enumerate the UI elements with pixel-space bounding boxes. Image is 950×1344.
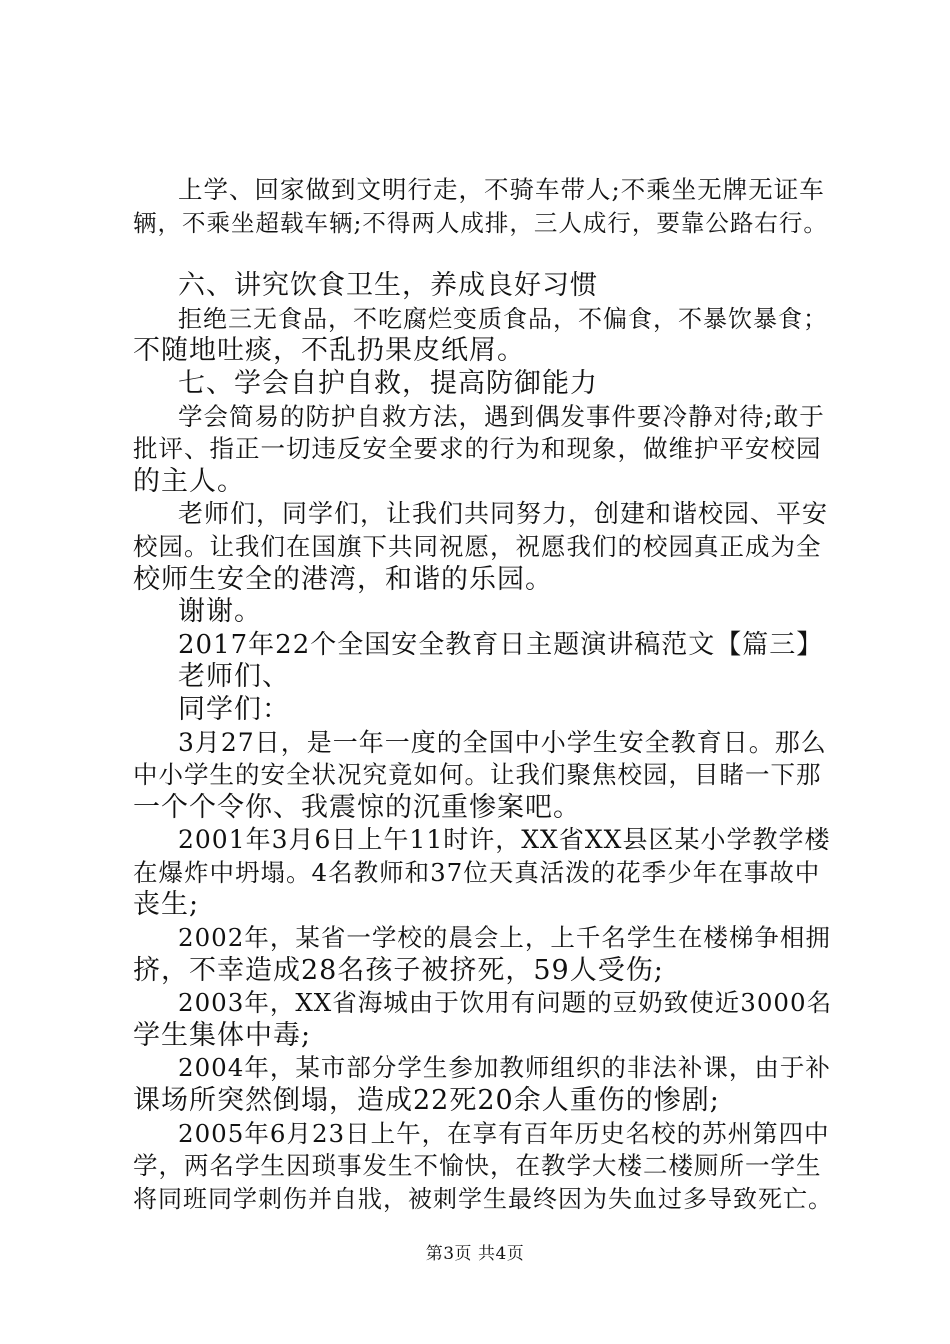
paragraph-line: 批评、指正一切违反安全要求的行为和现象，做维护平安校园 xyxy=(133,434,822,464)
paragraph-line: 老师们，同学们，让我们共同努力，创建和谐校园、平安 xyxy=(178,499,829,529)
salutation-line: 同学们： xyxy=(178,693,290,725)
paragraph-line: 在爆炸中坍塌。4名教师和37位天真活泼的花季少年在事故中 xyxy=(133,857,821,887)
salutation-line: 老师们、 xyxy=(178,661,290,693)
paragraph-line: 2005年6月23日上午，在享有百年历史名校的苏州第四中 xyxy=(178,1118,830,1148)
paragraph-line: 2001年3月6日上午11时许，XX省XX县区某小学教学楼 xyxy=(178,825,831,855)
section-heading: 六、讲究饮食卫生，养成良好习惯 xyxy=(178,270,598,302)
paragraph-line: 2003年，XX省海城由于饮用有问题的豆奶致使近3000名 xyxy=(178,988,833,1018)
paragraph-line: 学生集体中毒; xyxy=(133,1019,312,1051)
section-heading: 七、学会自护自救，提高防御能力 xyxy=(178,367,598,399)
paragraph-line: 学，两名学生因琐事发生不愉快，在教学大楼二楼厕所一学生 xyxy=(133,1151,822,1181)
paragraph-line: 拒绝三无食品，不吃腐烂变质食品，不偏食，不暴饮暴食； xyxy=(178,304,828,333)
paragraph-line: 校师生安全的港湾，和谐的乐园。 xyxy=(133,563,553,595)
paragraph-gap xyxy=(133,239,833,270)
paragraph-line: 学会简易的防护自救方法，遇到偶发事件要冷静对待;敢于 xyxy=(178,401,825,431)
paragraph-line: 中小学生的安全状况究竟如何。让我们聚焦校园，目睹一下那 xyxy=(133,760,822,790)
paragraph-line: 课场所突然倒塌，造成22死20余人重伤的惨剧; xyxy=(133,1085,720,1117)
paragraph-line: 辆，不乘坐超载车辆;不得两人成排，三人成行，要靠公路右行。 xyxy=(133,208,828,237)
article-title: 2017年22个全国安全教育日主题演讲稿范文【篇三】 xyxy=(178,629,824,660)
paragraph-line: 丧生; xyxy=(133,889,200,921)
paragraph-line: 谢谢。 xyxy=(178,596,262,628)
paragraph-line: 将同班同学刺伤并自戕，被刺学生最终因为失血过多导致死亡。 xyxy=(133,1184,833,1213)
paragraph-line: 挤，不幸造成28名孩子被挤死，59人受伤; xyxy=(133,954,664,986)
paragraph-line: 上学、回家做到文明行走，不骑车带人;不乘坐无牌无证车 xyxy=(178,175,825,204)
paragraph-line: 一个个令你、我震惊的沉重惨案吧。 xyxy=(133,791,581,823)
page-number-indicator: 第3页 共4页 xyxy=(425,1244,525,1264)
paragraph-line: 2004年，某市部分学生参加教师组织的非法补课，由于补 xyxy=(178,1053,831,1083)
paragraph-line: 3月27日，是一年一度的全国中小学生安全教育日。那么 xyxy=(178,727,827,757)
paragraph-line: 2002年，某省一学校的晨会上，上千名学生在楼梯争相拥 xyxy=(178,923,831,953)
paragraph-line: 校园。让我们在国旗下共同祝愿，祝愿我们的校园真正成为全 xyxy=(133,531,822,561)
paragraph-line: 不随地吐痰，不乱扔果皮纸屑。 xyxy=(133,335,525,367)
page-footer xyxy=(0,1244,950,1264)
paragraph-line: 的主人。 xyxy=(133,465,245,497)
document-body xyxy=(133,174,833,1215)
